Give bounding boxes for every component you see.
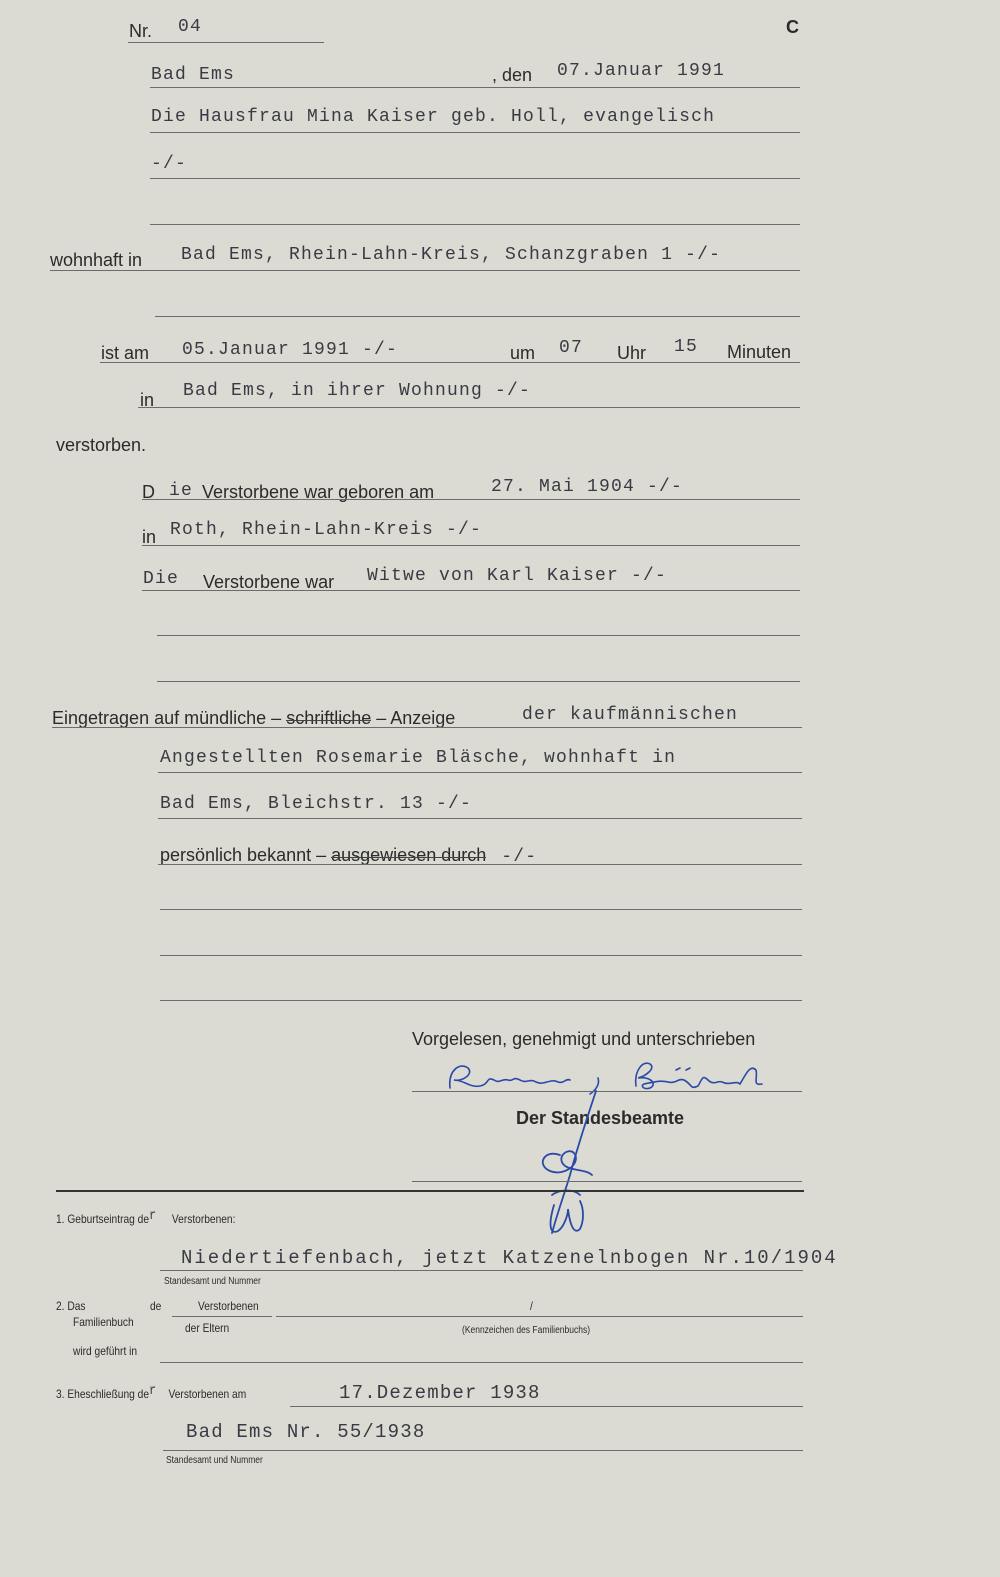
known-label-text: persönlich bekannt –	[160, 845, 327, 865]
informant-signature	[440, 1050, 780, 1100]
line-known	[158, 864, 802, 865]
registration-line-3: Bad Ems, Bleichstr. 13 -/-	[160, 794, 473, 814]
line-status-2	[157, 635, 800, 636]
note1-sub: Standesamt und Nummer	[164, 1276, 261, 1287]
death-date: 05.Januar 1991 -/-	[182, 340, 399, 360]
line-note2-de	[172, 1316, 272, 1317]
registration-label	[52, 708, 455, 729]
note3-r-typed: r	[148, 1383, 158, 1399]
line-registration-1	[52, 727, 802, 728]
line-registration-3	[158, 818, 802, 819]
death-minutes: 15	[674, 337, 699, 357]
den-label: , den	[492, 65, 533, 85]
birth-date: 27. Mai 1904 -/-	[491, 477, 684, 497]
death-in-label: in	[140, 390, 155, 410]
line-note3-place	[163, 1450, 803, 1451]
note2-eltern: der Eltern	[185, 1321, 230, 1335]
minuten-label: Minuten	[727, 342, 792, 362]
line-status	[142, 590, 800, 591]
note1-value: Niedertiefenbach, jetzt Katzenelnbogen Nr.10/1904	[181, 1247, 838, 1269]
note1-label-b: Verstorbenen:	[171, 1212, 236, 1226]
read-approved-label: Vorgelesen, genehmigt und unterschrieben	[412, 1029, 756, 1049]
status-prefix: Die	[143, 569, 180, 589]
person-line-1: Die Hausfrau Mina Kaiser geb. Holl, evangelisch	[151, 107, 716, 127]
line-registration-2	[158, 772, 802, 773]
note3-place: Bad Ems Nr. 55/1938	[186, 1421, 426, 1443]
registration-struck-schriftliche: schriftliche	[286, 708, 372, 728]
note3-label	[56, 1383, 247, 1403]
corner-letter: C	[786, 17, 799, 37]
nr-underline	[128, 42, 324, 43]
uhr-label: Uhr	[617, 343, 647, 363]
line-note2-gefuehrt	[160, 1362, 803, 1363]
section-separator	[56, 1190, 804, 1192]
note2-slash: /	[530, 1299, 533, 1313]
registration-line-1: der kaufmännischen	[522, 705, 739, 725]
birth-prefix-d: D	[142, 482, 155, 502]
death-place: Bad Ems, in ihrer Wohnung -/-	[183, 381, 532, 401]
birth-in-label: in	[142, 527, 157, 547]
note3-label-a: 3. Eheschließung de	[56, 1387, 149, 1401]
note3-sub: Standesamt und Nummer	[166, 1455, 263, 1466]
line-residence	[50, 270, 800, 271]
nr-label: Nr.	[129, 21, 153, 41]
line-place-date	[150, 87, 800, 88]
line-note2-kennz	[276, 1316, 803, 1317]
note2-gefuehrt: wird geführt in	[73, 1344, 138, 1358]
record-place: Bad Ems	[151, 65, 236, 85]
note3-label-b: Verstorbenen am	[168, 1387, 247, 1401]
line-person-1	[150, 132, 800, 133]
line-person-3	[150, 224, 800, 225]
registration-label-b: – Anzeige	[376, 708, 456, 728]
birth-label: Verstorbene war geboren am	[202, 482, 435, 502]
line-blank-3	[160, 1000, 802, 1001]
birth-place: Roth, Rhein-Lahn-Kreis -/-	[170, 520, 483, 540]
line-death-place	[138, 407, 800, 408]
line-note1	[160, 1270, 803, 1271]
note2-kennzeichen: (Kennzeichen des Familienbuchs)	[462, 1325, 591, 1336]
ist-am-label: ist am	[101, 343, 150, 363]
note2-de: de	[150, 1299, 162, 1313]
line-death-date	[100, 362, 800, 363]
line-blank-1	[160, 909, 802, 910]
note1-label	[56, 1208, 236, 1228]
known-typed: -/-	[501, 847, 538, 867]
registration-label-a: Eingetragen auf mündliche –	[52, 708, 282, 728]
verstorben-label: verstorben.	[56, 435, 147, 455]
line-birth-place	[142, 545, 800, 546]
known-struck-ausgewiesen: ausgewiesen durch	[331, 845, 487, 865]
note2-verstorbenen: Verstorbenen	[198, 1299, 259, 1313]
registrar-label: Der Standesbeamte	[516, 1108, 685, 1128]
note1-r-typed: r	[148, 1208, 158, 1224]
line-note3-date	[290, 1406, 803, 1407]
line-registrar-signature	[412, 1181, 802, 1182]
registration-line-2: Angestellten Rosemarie Bläsche, wohnhaft in	[160, 748, 677, 768]
note2-familienbuch: Familienbuch	[73, 1315, 134, 1329]
line-residence-2	[155, 316, 800, 317]
line-person-2	[150, 178, 800, 179]
death-hour: 07	[559, 338, 584, 358]
birth-prefix-ie: ie	[169, 481, 194, 501]
residence-value: Bad Ems, Rhein-Lahn-Kreis, Schanzgraben 1 -/-	[181, 245, 722, 265]
note3-date: 17.Dezember 1938	[339, 1382, 541, 1404]
line-birth-date	[142, 499, 800, 500]
nr-value: 04	[178, 17, 203, 37]
person-line-2: -/-	[151, 154, 188, 174]
note2-das: 2. Das	[56, 1299, 86, 1313]
status-label: Verstorbene war	[203, 572, 335, 592]
status-value: Witwe von Karl Kaiser -/-	[367, 566, 668, 586]
residence-label: wohnhaft in	[50, 250, 143, 270]
record-date: 07.Januar 1991	[557, 61, 726, 81]
um-label: um	[510, 343, 536, 363]
note1-label-a: 1. Geburtseintrag de	[56, 1212, 149, 1226]
registrar-signature	[530, 1085, 610, 1245]
line-status-3	[157, 681, 800, 682]
line-blank-2	[160, 955, 802, 956]
